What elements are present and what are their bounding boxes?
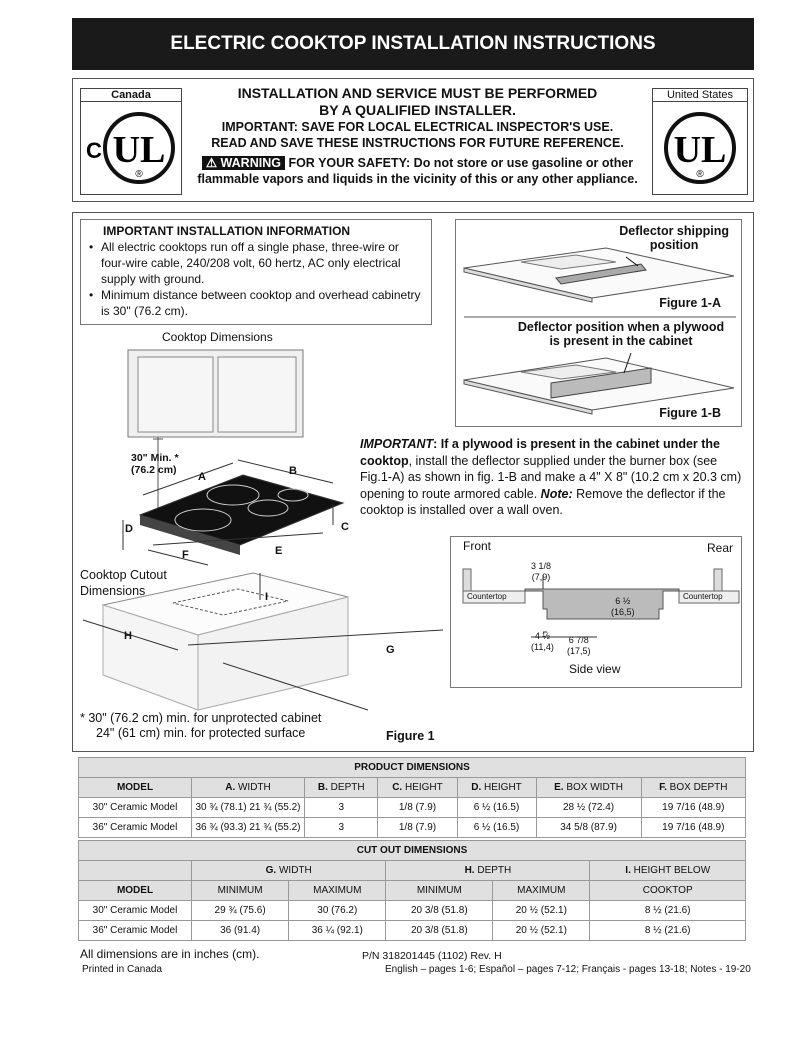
- figure-1-caption: Figure 1: [386, 729, 435, 743]
- notice-line1: INSTALLATION AND SERVICE MUST BE PERFORMED: [237, 85, 598, 101]
- deflector-shipping-label: Deflector shipping position: [619, 224, 729, 252]
- ul-canada-logo: [81, 102, 181, 190]
- important-paragraph: IMPORTANT: If a plywood is present in the cabinet under the cooktop, install the deflector supplied under the burner box (see Fig.1-A) as shown in fig. 1-B and make a 4" X 8" (10.2 cm x 20.3 cm) opening to route armored cable. Note: Remove the deflector if the cooktop is installed over a wall oven.: [360, 437, 742, 517]
- side-dim-1: 3 1/8 (7,9): [531, 561, 552, 582]
- col-d-height: D. HEIGHT: [457, 778, 536, 798]
- height-notes: * 30" (76.2 cm) min. for unprotected cabinet 24" (61 cm) min. for protected surface: [80, 711, 322, 740]
- install-bullet-1: • All electric cooktops run off a single phase, three-wire or four-wire cable, 240/208 volt, 60 hertz, AC only electrical supply with ground.: [89, 240, 401, 286]
- col-a-width: A. WIDTH: [192, 778, 305, 798]
- notice-text: [190, 85, 645, 187]
- dim-label-a: A: [198, 471, 206, 483]
- notice-line4: READ AND SAVE THESE INSTRUCTIONS FOR FUTURE REFERENCE.: [211, 136, 624, 150]
- cooktop-dimensions-label: Cooktop Dimensions: [162, 330, 273, 344]
- cutout-dimensions-label: Cooktop Cutout Dimensions: [80, 568, 167, 598]
- table-row: 30" Ceramic Model 29 ¾ (75.6) 30 (76.2) 20 3/8 (51.8) 20 ½ (52.1) 8 ½ (21.6): [79, 901, 746, 921]
- side-dim-3: 4 ½ (11,4): [531, 631, 554, 652]
- page-title: ELECTRIC COOKTOP INSTALLATION INSTRUCTIONS: [72, 18, 754, 70]
- notice-line2: BY A QUALIFIED INSTALLER.: [319, 102, 516, 118]
- cooktop-diagram: [78, 345, 448, 715]
- warning-line: ⚠ WARNING FOR YOUR SAFETY: Do not store or use gasoline or other: [190, 155, 645, 171]
- ul-canada-box: [80, 88, 182, 195]
- svg-text:®: ®: [696, 169, 704, 180]
- canada-label: Canada: [81, 89, 181, 102]
- figure-1b-label: Figure 1-B: [659, 406, 721, 420]
- col-h-depth: H. DEPTH: [386, 861, 590, 881]
- ul-mark-icon: UL: [673, 129, 727, 171]
- cutout-table-title: CUT OUT DIMENSIONS: [79, 841, 746, 861]
- min-height-label: 30" Min. * (76.2 cm): [131, 452, 179, 476]
- dim-label-d: D: [125, 523, 133, 535]
- dim-label-i: I: [265, 591, 269, 603]
- part-number: P/N 318201445 (1102) Rev. H: [362, 950, 502, 962]
- side-dim-4: 6 7/8 (17,5): [567, 635, 591, 656]
- ul-mark-icon: UL: [112, 129, 166, 171]
- install-info-box: [80, 219, 432, 325]
- dim-label-h: H: [124, 630, 132, 642]
- countertop-right-label: Countertop: [683, 592, 723, 601]
- c-mark-icon: C: [86, 138, 102, 163]
- install-info-heading: IMPORTANT INSTALLATION INFORMATION: [103, 224, 351, 238]
- dim-label-f: F: [182, 549, 189, 561]
- install-bullet-2: • Minimum distance between cooktop and overhead cabinetry is 30" (76.2 cm).: [89, 288, 421, 318]
- dimensions-note: All dimensions are in inches (cm).: [80, 947, 260, 961]
- printed-in: Printed in Canada: [82, 964, 163, 975]
- table-row: 36" Ceramic Model 36 (91.4) 36 ¼ (92.1) 20 3/8 (51.8) 20 ½ (52.1) 8 ½ (21.6): [79, 921, 746, 941]
- ul-us-logo: [653, 102, 747, 190]
- side-dim-2: 6 ½ (16,5): [611, 596, 635, 617]
- ul-us-box: [652, 88, 748, 195]
- dim-label-e: E: [275, 545, 283, 557]
- col-i-height: I. HEIGHT BELOW: [590, 861, 746, 881]
- language-pages: English – pages 1-6; Español – pages 7-12; Français - pages 13-18; Notes - 19-20: [385, 964, 751, 975]
- notice-line3: IMPORTANT: SAVE FOR LOCAL ELECTRICAL INSPECTOR'S USE.: [221, 120, 614, 134]
- dim-label-g: G: [386, 644, 395, 656]
- figure-1a-label: Figure 1-A: [659, 296, 721, 310]
- dim-label-b: B: [289, 465, 297, 477]
- front-label: Front: [463, 539, 492, 553]
- col-e-box-width: E. BOX WIDTH: [536, 778, 641, 798]
- us-label: United States: [653, 89, 747, 102]
- table-row: 36" Ceramic Model 36 ¾ (93.3) 21 ¾ (55.2) 3 1/8 (7.9) 6 ½ (16.5) 34 5/8 (87.9) 19 7/16 (48.9): [79, 818, 746, 838]
- table-row: 30" Ceramic Model 30 ¾ (78.1) 21 ¾ (55.2) 3 1/8 (7.9) 6 ½ (16.5) 28 ½ (72.4) 19 7/16 (48.9): [79, 798, 746, 818]
- deflector-plywood-label: Deflector position when a plywood is present in the cabinet: [517, 320, 725, 348]
- rear-label: Rear: [706, 541, 733, 555]
- side-view-box: [450, 536, 742, 688]
- warning-line2: flammable vapors and liquids in the vicinity of this or any other appliance.: [197, 172, 638, 186]
- product-table-title: PRODUCT DIMENSIONS: [79, 758, 746, 778]
- col-g-width: G. WIDTH: [192, 861, 386, 881]
- warning-badge: ⚠ WARNING: [202, 156, 285, 170]
- col-model: MODEL: [79, 778, 192, 798]
- cutout-dimensions-table: CUT OUT DIMENSIONS G. WIDTH H. DEPTH I. HEIGHT BELOW MODEL MINIMUM MAXIMUM MINIMUM MAXIMUM COOKTOP 30" Ceramic Model 29 ¾ (75.6) 30 (76.2) 20 3/8 (51.8) 20 ½ (52.1) 8 ½ (21.6) 36" Ceramic Model 36 (91.4) 36 ¼ (92.1) 20 3/8 (51.8) 20 ½ (52.1) 8 ½ (21.6): [78, 840, 746, 941]
- dim-label-c: C: [341, 521, 349, 533]
- col-f-box-depth: F. BOX DEPTH: [641, 778, 745, 798]
- product-dimensions-table: [78, 757, 746, 838]
- countertop-left-label: Countertop: [467, 592, 507, 601]
- side-view-caption: Side view: [569, 662, 621, 676]
- col-c-height: C. HEIGHT: [378, 778, 457, 798]
- col-b-depth: B. DEPTH: [305, 778, 378, 798]
- svg-text:®: ®: [135, 169, 143, 180]
- deflector-figure-box: [455, 219, 742, 427]
